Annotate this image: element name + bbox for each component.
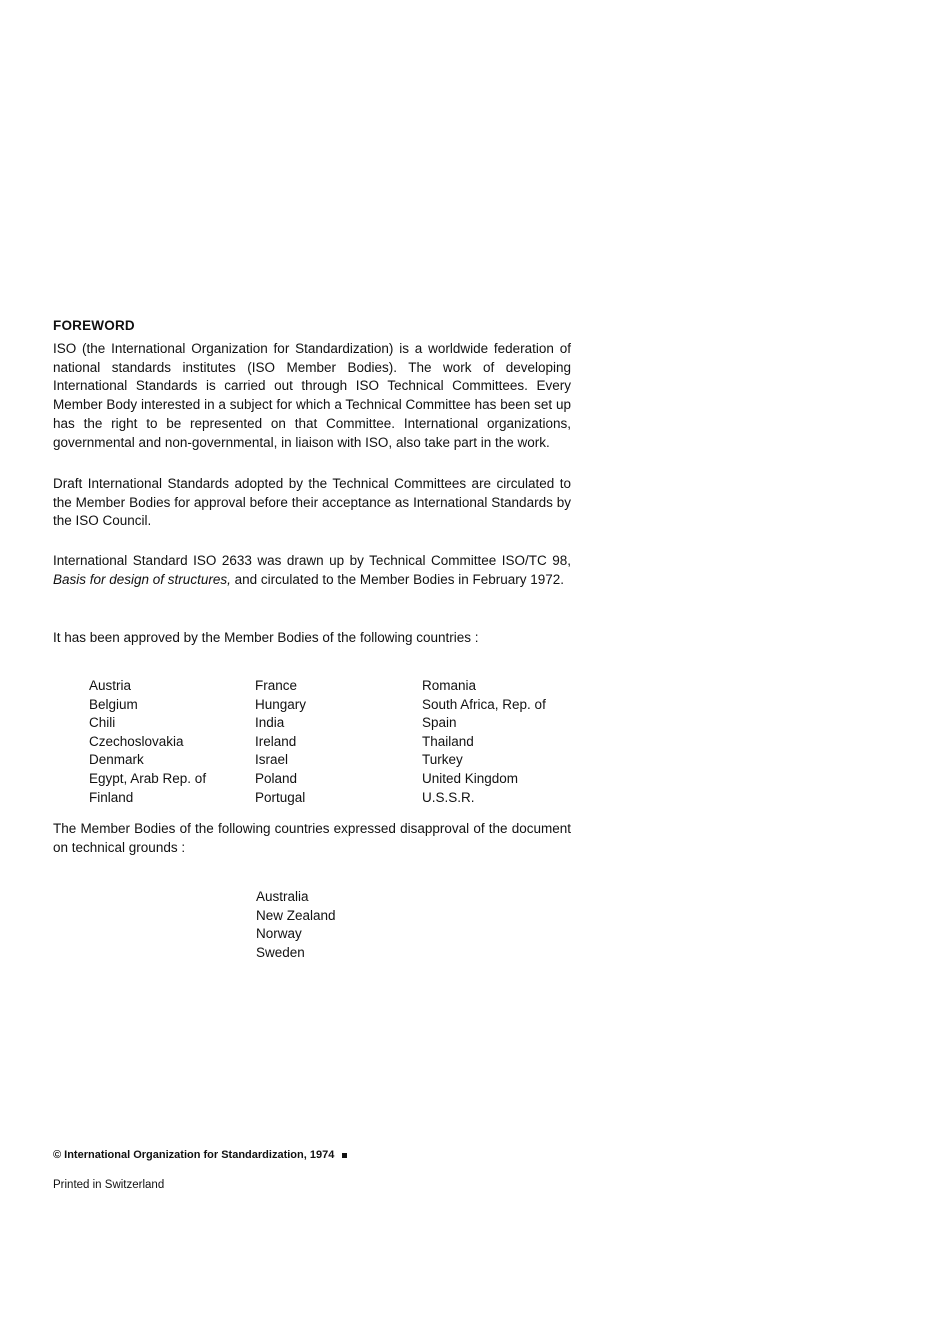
committee-title: Basis for design of structures, (53, 571, 231, 587)
paragraph-3-text-b: and circulated to the Member Bodies in February 1972. (230, 571, 565, 587)
country-item: Spain (422, 715, 457, 731)
country-item: Thailand (422, 733, 474, 749)
country-item: Australia (256, 889, 309, 904)
country-item: U.S.S.R. (422, 789, 475, 805)
country-item: Norway (256, 926, 302, 942)
copyright-text: © International Organization for Standardization, 1974 (53, 1149, 335, 1161)
country-item: Czechoslovakia (89, 733, 184, 749)
country-item: Ireland (255, 733, 297, 749)
paragraph-3-text-a: International Standard ISO 2633 was drawn up by Technical Committee ISO/TC 98, (53, 553, 571, 568)
country-item: Romania (422, 678, 477, 693)
country-item: South Africa, Rep. of (422, 696, 546, 712)
disapproving-countries-list (256, 888, 336, 962)
country-item: United Kingdom (422, 770, 519, 786)
country-item: Finland (89, 789, 134, 805)
country-item: Belgium (89, 696, 138, 712)
country-item: Turkey (422, 752, 463, 768)
copyright-line (53, 1149, 347, 1161)
country-item: Poland (255, 770, 298, 786)
bullet-icon (342, 1153, 347, 1158)
foreword-paragraph-4: It has been approved by the Member Bodies of the following countries : (53, 630, 479, 645)
foreword-paragraph-2: Draft International Standards adopted by the Technical Committees are circulated to the Member Bodies for approval before their acceptance as International Standards by the ISO Council. (53, 476, 571, 529)
country-item: Hungary (255, 696, 307, 712)
country-item: Portugal (255, 789, 306, 805)
country-item: Denmark (89, 752, 144, 768)
country-item: Sweden (256, 944, 305, 960)
country-item: Austria (89, 678, 132, 693)
foreword-paragraph-3 (53, 552, 571, 589)
foreword-paragraph-5: The Member Bodies of the following countries expressed disapproval of the document on technical grounds : (53, 821, 571, 855)
printed-in-line: Printed in Switzerland (53, 1179, 165, 1191)
country-item: Israel (255, 752, 289, 768)
country-item: Chili (89, 715, 116, 731)
foreword-paragraph-1: ISO (the International Organization for Standardization) is a worldwide federation of national standards institutes (ISO Member Bodies). The work of developing International Standards is carried out through ISO Technical Committees. Every Member Body interested in a subject for which a Technical Committee has been set up has the right to be represented on that Committee. International organizations, governmental and non-governmental, in liaison with ISO, also take part in the work. (53, 341, 571, 450)
country-item: New Zealand (256, 907, 336, 923)
country-item: India (255, 715, 285, 731)
country-item: France (255, 678, 298, 693)
country-item: Egypt, Arab Rep. of (89, 770, 207, 786)
foreword-heading: FOREWORD (53, 318, 135, 333)
approving-countries-list (89, 677, 582, 807)
